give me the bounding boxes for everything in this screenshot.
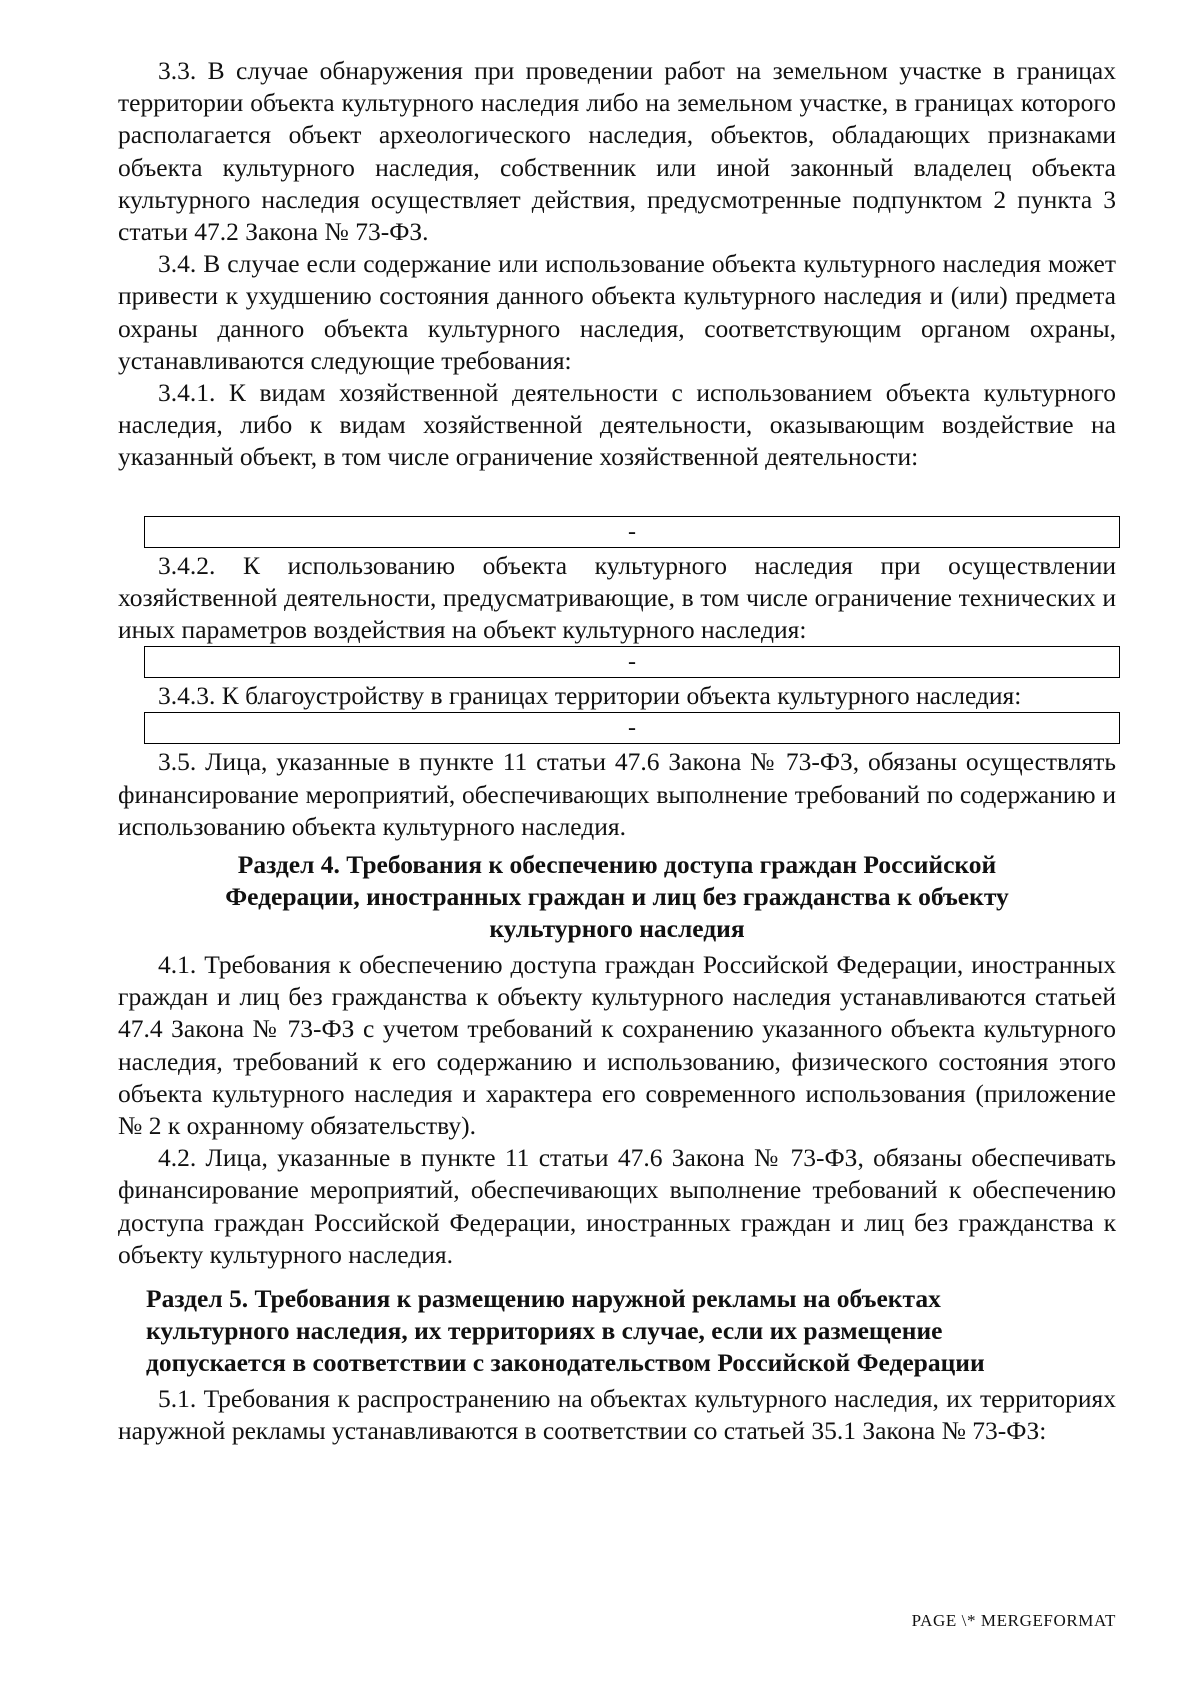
paragraph-3-4: 3.4. В случае если содержание или использование объекта культурного наследия может привести к ухудшению состояния данного объекта культурного наследия и (или) предмета охраны данного объекта культурного наследия, соответствующим органом охраны, устанавливаются следующие требования: <box>118 249 1116 375</box>
section-4-heading-line-1: Раздел 4. Требования к обеспечению доступа граждан Российской <box>237 850 997 880</box>
paragraph-4-1: 4.1. Требования к обеспечению доступа граждан Российской Федерации, иностранных граждан и лиц без гражданства к объекту культурного наследия устанавливаются статьей 47.4 Закона № 73-ФЗ с учетом требований к сохранению указанного объекта культурного наследия, требований к его содержанию и использованию, физического состояния этого объекта культурного наследия и характера его современного использования (приложение № 2 к охранному обязательству). <box>118 950 1116 1141</box>
section-5-heading <box>146 1283 1116 1379</box>
paragraph-3-4-1: 3.4.1. К видам хозяйственной деятельности с использованием объекта культурного наследия, либо к видам хозяйственной деятельности, оказывающим воздействие на указанный объект, в том числе ограничение хозяйственной деятельности: <box>118 378 1116 472</box>
paragraph-4-2: 4.2. Лица, указанные в пункте 11 статьи 47.6 Закона № 73-ФЗ, обязаны обеспечивать финансирование мероприятий, обеспечивающих выполнение требований к обеспечению доступа граждан Российской Федерации, иностранных граждан и лиц без гражданства к объекту культурного наследия. <box>118 1143 1116 1269</box>
paragraph-3-5: 3.5. Лица, указанные в пункте 11 статьи 47.6 Закона № 73-ФЗ, обязаны осуществлять финансирование мероприятий, обеспечивающих выполнение требований по содержанию и использованию объекта культурного наследия. <box>118 747 1116 841</box>
requirement-box-3: - <box>144 712 1120 744</box>
requirement-box-1: - <box>144 516 1120 548</box>
requirement-box-2: - <box>144 646 1120 678</box>
section-4-heading <box>118 849 1116 945</box>
section-5-heading-line-1: Раздел 5. Требования к размещению наружной рекламы на объектах <box>146 1284 941 1314</box>
section-4-heading-line-3: культурного наследия <box>489 914 745 944</box>
paragraph-3-3: 3.3. В случае обнаружения при проведении работ на земельном участке в границах территории объекта культурного наследия либо на земельном участке, в границах которого располагается объект археологического наследия, объектов, обладающих признаками объекта культурного наследия, собственник или иной законный владелец объекта культурного наследия осуществляет действия, предусмотренные подпунктом 2 пункта 3 статьи 47.2 Закона № 73-ФЗ. <box>118 56 1116 247</box>
page-number-field: PAGE \* MERGEFORMAT <box>911 1611 1116 1630</box>
section-4-heading-line-2: Федерации, иностранных граждан и лиц без гражданства к объекту <box>225 882 1009 912</box>
spacer <box>118 474 1116 516</box>
paragraph-3-4-2: 3.4.2. К использованию объекта культурного наследия при осуществлении хозяйственной деятельности, предусматривающие, в том числе ограничение технических и иных параметров воздействия на объект культурного наследия: <box>118 550 1116 645</box>
section-5-heading-line-3: допускается в соответствии с законодательством Российской Федерации <box>146 1348 985 1378</box>
document-page <box>118 55 1116 1448</box>
paragraph-3-4-3: 3.4.3. К благоустройству в границах территории объекта культурного наследия: <box>158 681 1022 711</box>
section-5-heading-line-2: культурного наследия, их территориях в случае, если их размещение <box>146 1316 943 1346</box>
paragraph-5-1: 5.1. Требования к распространению на объектах культурного наследия, их территориях наружной рекламы устанавливаются в соответствии со статьей 35.1 Закона № 73-ФЗ: <box>118 1384 1116 1446</box>
